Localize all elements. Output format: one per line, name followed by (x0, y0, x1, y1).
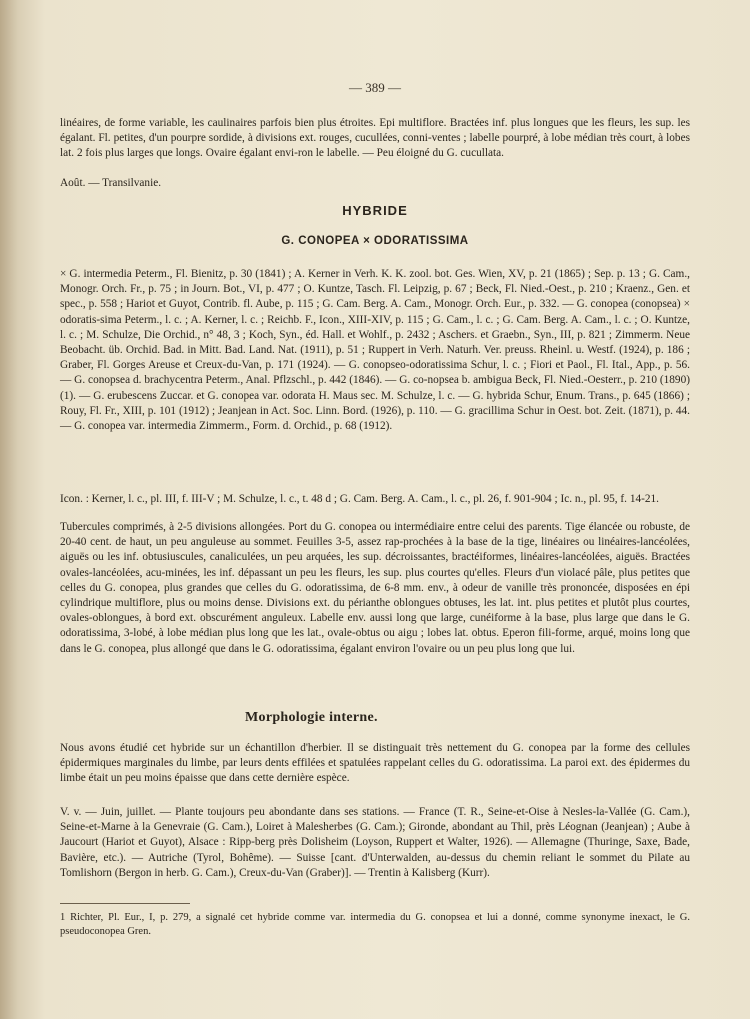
synonymy-paragraph: × G. intermedia Peterm., Fl. Bienitz, p. 30 (1841) ; A. Kerner in Verh. K. K. zool. bot. Ges. Wien, XV, p. 21 (1865) ; Sep. p. 13 ; G. Cam., Monogr. Orch. Fr., p. 75 ; in Journ. Bot., VI, p. 477 ; O. Kuntze, Tasch. Fl. Leipzig, p. 67 ; Beck, Fl. Nied.-Oest., p. 210 ; Kraenz., Gen. et spec., p. 558 ; Hariot et Guyot, Contrib. fl. Aube, p. 115 ; G. Cam. Berg. A. Cam., Monogr. Orch. Eur., p. 332. — G. conopea (conopsea) × odoratis-sima Peterm., l. c. ; A. Kerner, l. c. ; Reichb. F., Icon., XIII-XIV, p. 115 ; G. Cam., l. c. ; G. Cam. Berg. A. Cam., l. c. ; O. Kuntze, l. c. ; M. Schulze, Die Orchid., n° 48, 3 ; Koch, Syn., éd. Hall. et Wohlf., p. 2432 ; Aschers. et Graebn., Syn., III, p. 821 ; Zimmerm. Neue Beobacht. üb. Orchid. Bad. in Mitt. Bad. Land. Nat. (1911), p. 51 ; Ruppert in Verh. Naturh. Ver. preuss. Rheinl. u. Westf. (1924), p. 186 ; Graber, Fl. Gorges Areuse et Creux-du-Van, p. 171 (1924). — G. conopseo-odoratissima Schur, l. c. ; Fiori et Paol., Fl. Ital., App., p. 56. — G. conopsea d. brachycentra Peterm., Anal. Pflzschl., p. 442 (1846). — G. co-nopsea b. ambigua Beck, Fl. Nied.-Oesterr., p. 210 (1890) (1). — G. erubescens Zuccar. et G. conopea var. odorata H. Maus sec. M. Schulze, l. c. — G. hybrida Schur, Enum. Trans., p. 645 (1866) ; Rouy, Fl. Fr., XIII, p. 101 (1912) ; Jeanjean in Act. Soc. Linn. Bord. (1926), p. 110. — G. gracillima Schur in Oest. bot. Zeit. (1871), p. 44. — G. conopea var. intermedia Zimmerm., Form. d. Orchid., p. 68 (1912). (60, 268, 690, 433)
hybrid-title: G. CONOPEA × ODORATISSIMA (281, 235, 469, 247)
intro-season: Août. — Transilvanie. (60, 177, 162, 189)
morphology-paragraph: Nous avons étudié cet hybride sur un échantillon d'herbier. Il se distinguait très nettement du G. conopea par la forme des cellules épidermiques marginales du limbe, par leurs dents effilées et spatulées rappelant celles du G. odoratissima. La paroi ext. des épidermes du limbe était un peu moins épaisse que dans cette dernière espèce. (60, 742, 690, 785)
distribution-paragraph: V. v. — Juin, juillet. — Plante toujours peu abondante dans ses stations. — France (T. R., Seine-et-Oise à Nesles-la-Vallée (G. Cam.), Seine-et-Marne à la Genevraie (G. Cam.), Loiret à Malesherbes (G. Cam.); Gironde, abondant au Thil, près Léognan (Jeanjean) ; Aube à Jaucourt (Hariot et Guyot), Alsace : Ripp-berg près Dolisheim (Loyson, Ruppert et Walter, 1926). — Allemagne (Thuringe, Saxe, Bade, Bavière, etc.). — Autriche (Tyrol, Bohême). — Suisse [cant. d'Unterwalden, au-dessus du chemin reliant le sommet du Pilate au Tomlishorn (Bergon in herb. G. Cam.), Creux-du-Van (Graber)]. — Trentin à Kalisberg (Kurr). (60, 806, 690, 879)
intro-paragraph: linéaires, de forme variable, les caulinaires parfois bien plus étroites. Epi multiflore. Bractées inf. plus longues que les fleurs, les sup. les égalant. Fl. petites, d'un pourpre sordide, à divisions ext. rouges, cucullées, conni-ventes ; labelle pourpré, à lobe médian très court, à lobes lat. 2 fois plus larges que longs. Ovaire égalant envi-ron le labelle. — Peu éloigné du G. cucullata. (60, 117, 690, 160)
footnote-rule (60, 903, 190, 904)
icon-references: Icon. : Kerner, l. c., pl. III, f. III-V ; M. Schulze, l. c., t. 48 d ; G. Cam. Berg. A. Cam., l. c., pl. 26, f. 901-904 ; Ic. n., pl. 95, f. 14-21. (60, 493, 660, 505)
footnote: 1 Richter, Pl. Eur., I, p. 279, a signalé cet hybride comme var. intermedia du G. conopsea et lui a donné, comme synonyme inexact, le G. pseudoconopea Gren. (60, 912, 690, 937)
morphology-heading: Morphologie interne. (245, 710, 378, 725)
description-paragraph: Tubercules comprimés, à 2-5 divisions allongées. Port du G. conopea ou intermédiaire entre celui des parents. Tige élancée ou robuste, de 20-40 cent. de haut, un peu anguleuse au sommet. Feuilles 3-5, assez rap-prochées à la base de la tige, linéaires ou linéaires-lancéolées, aiguës ou les inf. obtusiuscules, canaliculées, un peu arquées, les sup. décroissantes, bractéiformes, linéaires-lancéolées, aiguës. Bractées ovales-lancéolées, acu-minées, les inf. dépassant un peu les fleurs, les sup. plus courtes qu'elles. Fleurs d'un violacé pâle, plus petites que celles du G. conopea, plus grandes que celles du G. odoratissima, de 6-8 mm. env., à odeur de vanille très prononcée, disposées en épi cylindrique multiflore, plus ou moins dense. Divisions ext. du périanthe oblongues obtuses, les lat. int. plus petites et plutôt plus courtes, ovales-oblongues, à bord ext. obscurément anguleux. Labelle env. aussi long que large, cunéiforme à la base, plus large que dans le G. odoratissima, 3-lobé, à lobe médian plus long que les lat., ovale-obtus ou aigu ; lobes lat. obtus. Eperon fili-forme, arqué, moins long que dans le G. conopea, plus allongé que dans le G. odoratissima, égalant environ l'ovaire ou un peu plus long que lui. (60, 521, 690, 655)
section-heading: HYBRIDE (342, 203, 408, 218)
page-number: — 389 — (349, 80, 401, 95)
